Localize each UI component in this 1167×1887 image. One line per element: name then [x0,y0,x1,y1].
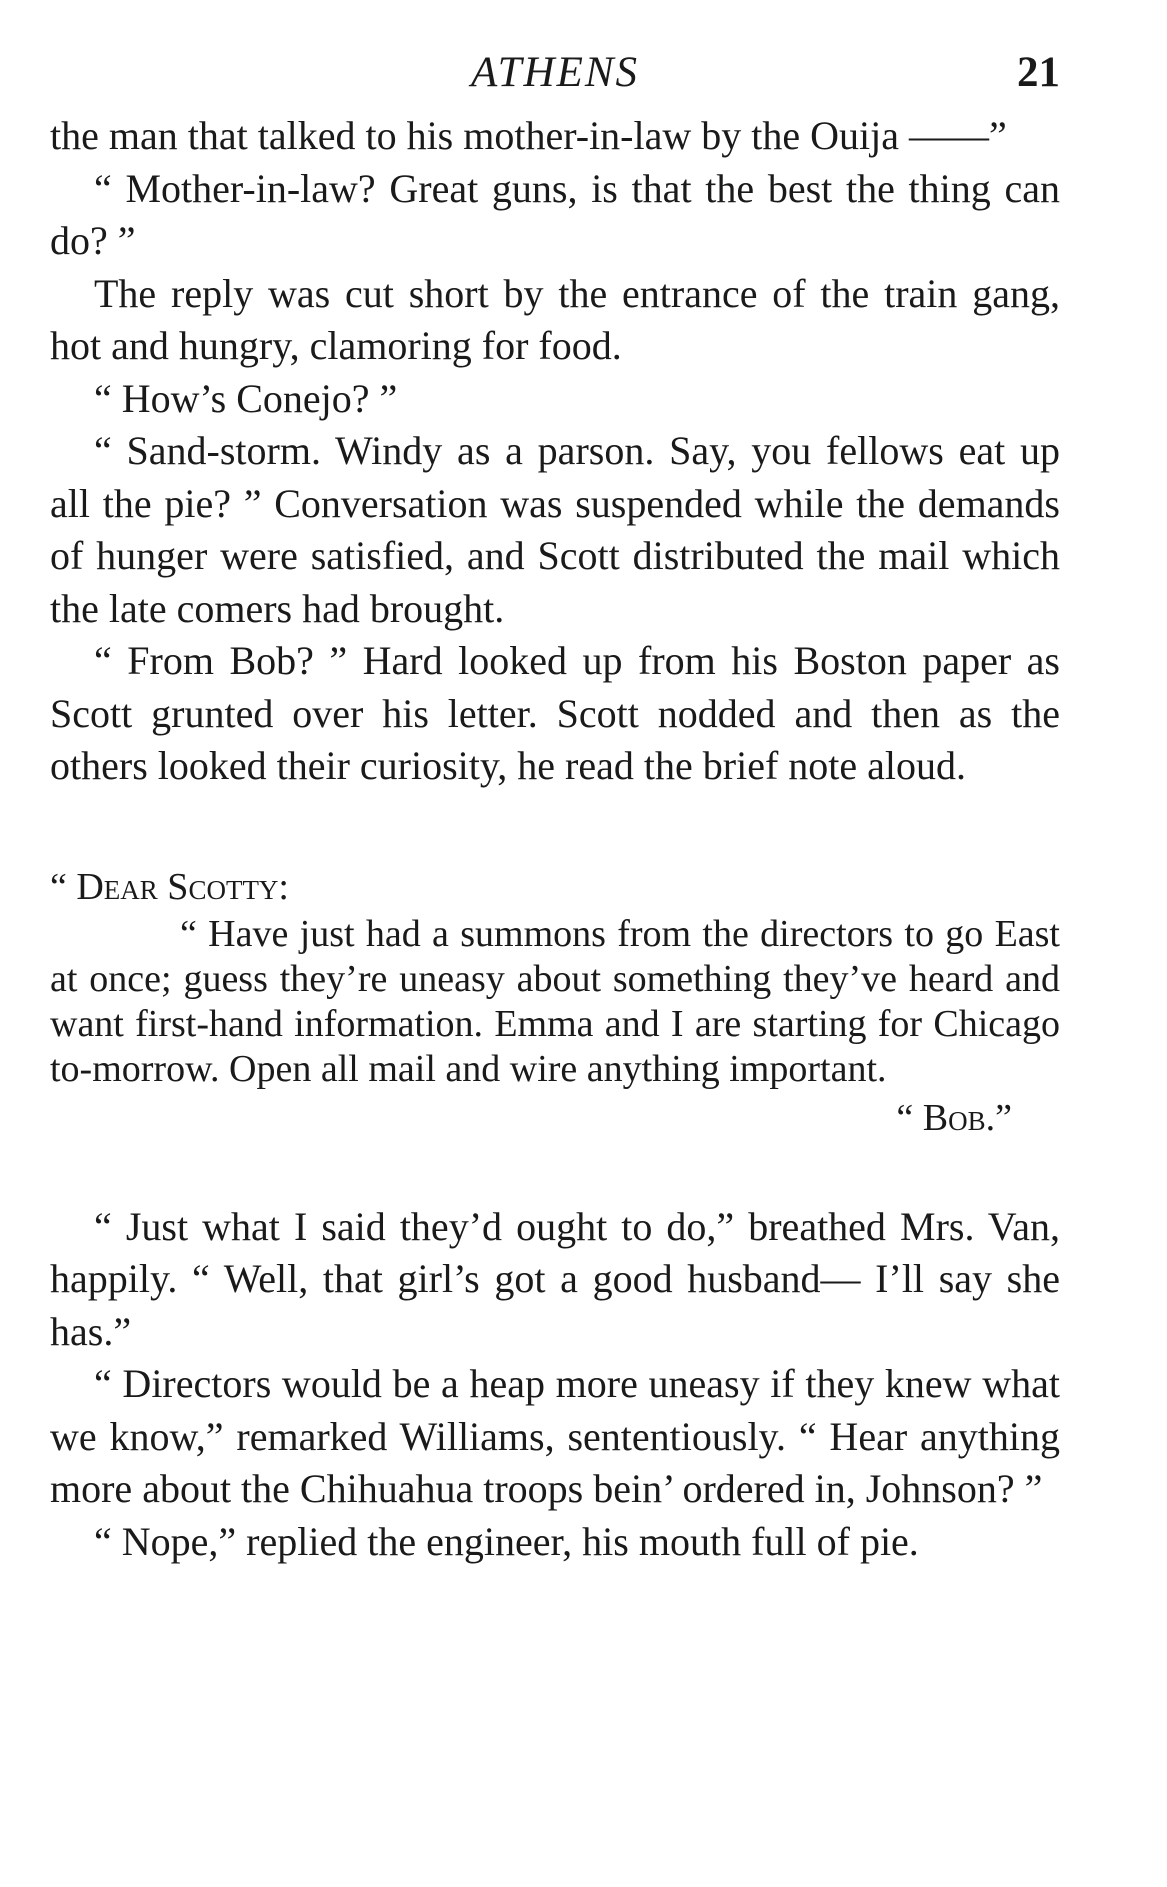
letter-body: “ Have just had a summons from the directors to go East at once; guess they’re uneasy about something they’ve heard and want first-hand information. Emma and I are starting for Chicago to-morrow. Open all mail and wire anything important. [50,912,1060,1090]
paragraph-4: “ How’s Conejo? ” [94,375,398,421]
paragraph-5: “ Sand-storm. Windy as a parson. Say, you fellows eat up all the pie? ” Conversation was suspended while the demands of hunger were satisfied, and Scott distributed the mail which the late comers had brought. [50,428,1060,631]
after-letter-text [50,1201,1060,1569]
paragraph-6: “ From Bob? ” Hard looked up from his Boston paper as Scott grunted over his letter. Scott nodded and then as the others looked their curiosity, he read the brief note aloud. [50,638,1060,788]
paragraph-8: “ Directors would be a heap more uneasy if they knew what we know,” remarked Williams, sententiously. “ Hear anything more about the Chihuahua troops bein’ ordered in, Johnson? ” [50,1361,1060,1511]
paragraph-1: the man that talked to his mother-in-law by the Ouija ——” [50,113,1007,158]
paragraph-3: The reply was cut short by the entrance of the train gang, hot and hungry, clamoring for food. [50,270,1060,368]
page-number: 21 [1017,49,1060,96]
letter-salutation: “ Dear Scotty: [50,865,289,908]
running-head [50,40,1060,110]
paragraph-9: “ Nope,” replied the engineer, his mouth full of pie. [94,1518,919,1564]
book-page [50,40,1060,1568]
chapter-title: ATHENS [470,49,640,96]
quoted-letter [50,865,1060,1141]
paragraph-7: “ Just what I said they’d ought to do,” breathed Mrs. Van, happily. “ Well, that girl’s got a good husband— I’ll say she has.” [50,1203,1060,1354]
letter-signature: “ Bob.” [896,1096,1012,1139]
paragraph-2: “ Mother-in-law? Great guns, is that the best the thing can do? ” [50,165,1060,263]
body-text [50,110,1060,1568]
